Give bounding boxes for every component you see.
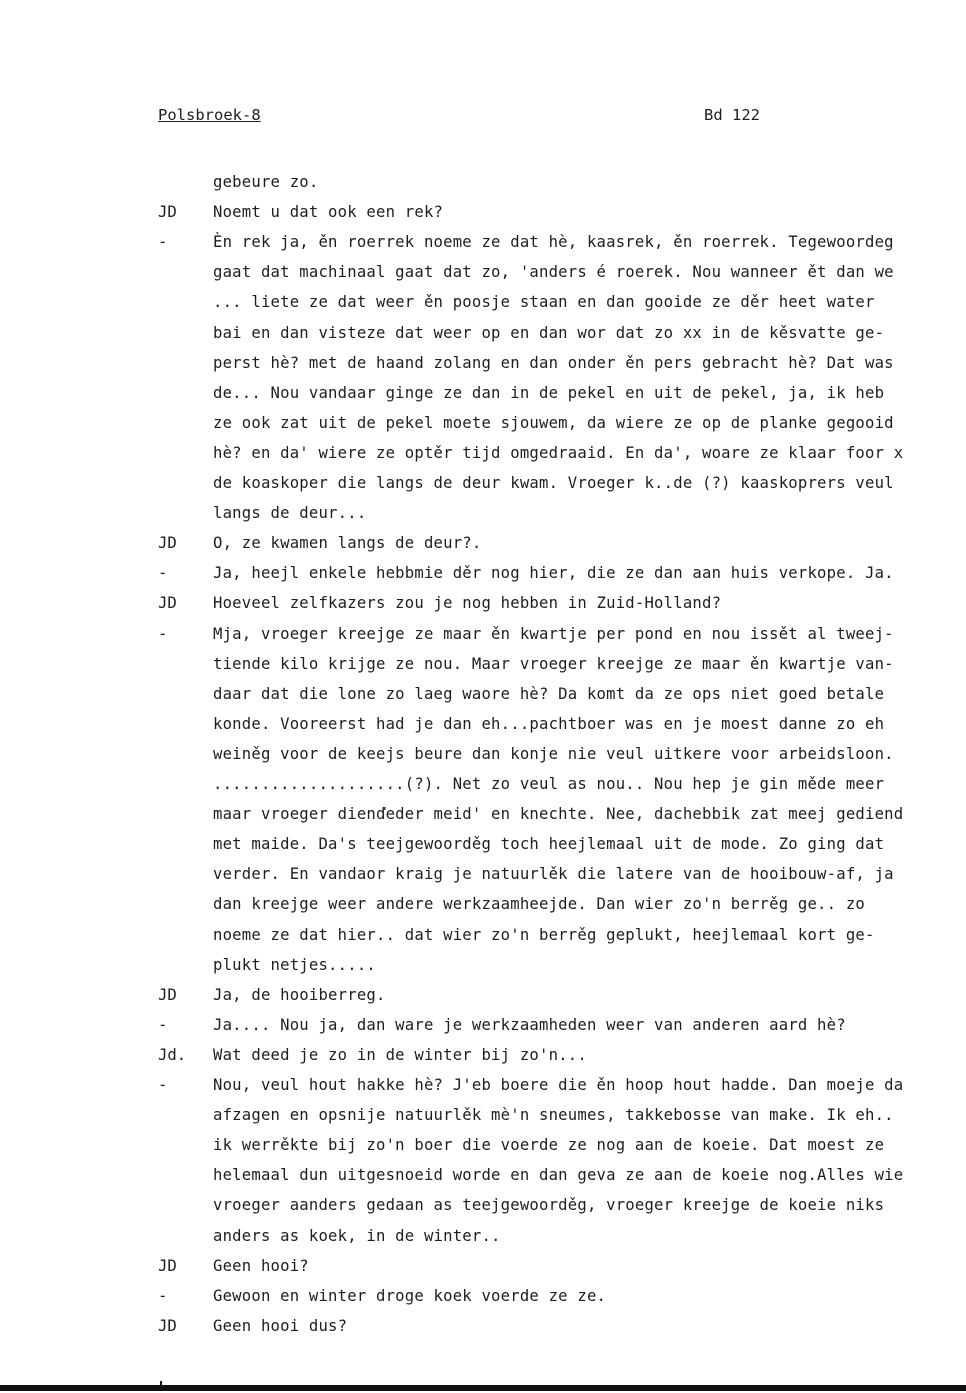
line-text: de... Nou vandaar ginge ze dan in de pekel en uit de pekel, ja, ik heb [213, 383, 885, 402]
transcript-line [0, 167, 966, 197]
line-text: Geen hooi dus? [213, 1316, 348, 1335]
line-text: verder. En vandaor kraig je natuurlěk die latere van de hooibouw-af, ja [213, 865, 894, 884]
line-text: Gewoon en winter droge koek voerde ze ze. [213, 1286, 607, 1305]
line-text: vroeger aanders gedaan as teejgewoorděg, vroeger kreejge de koeie niks [213, 1196, 885, 1215]
transcript-line [0, 889, 966, 919]
transcript-line [0, 1100, 966, 1130]
transcript-line [0, 438, 966, 468]
transcript-line [0, 920, 966, 950]
speaker-label: JD [158, 985, 177, 1004]
speaker-label: - [158, 624, 168, 643]
line-text: Mja, vroeger kreejge ze maar ěn kwartje per pond en nou issět al tweej- [213, 624, 894, 643]
line-text: noeme ze dat hier.. dat wier zo'n berrěg geplukt, heejlemaal kort ge- [213, 925, 875, 944]
transcript-line [0, 1040, 966, 1070]
transcript-line [0, 1281, 966, 1311]
line-text: ze ook zat uit de pekel moete sjouwem, da wiere ze op de planke gegooid [213, 413, 894, 432]
line-text: maar vroeger dienďeder meid' en knechte. Nee, dachebbik zat meej gediend [213, 805, 904, 824]
transcript-line [0, 829, 966, 859]
line-text: de koaskoper die langs de deur kwam. Vroeger k..de (?) kaaskoprers veul [213, 474, 894, 492]
line-text: gaat dat machinaal gaat dat zo, 'anders é roerek. Nou wanneer ět dan we [213, 263, 894, 282]
transcript-line [0, 378, 966, 408]
speaker-label: - [158, 233, 168, 252]
speaker-label: JD [158, 1256, 177, 1275]
transcript-line [0, 1221, 966, 1251]
transcript-line [0, 679, 966, 709]
line-text: helemaal dun uitgesnoeid worde en dan geva ze aan de koeie nog.Alles wie [213, 1166, 904, 1185]
transcript-line [0, 739, 966, 769]
transcript-line [0, 558, 966, 588]
speaker-label: - [158, 1286, 168, 1305]
line-text: tiende kilo krijge ze nou. Maar vroeger kreejge ze maar ěn kwartje van- [213, 654, 894, 673]
transcript-line [0, 588, 966, 618]
transcript-line [0, 227, 966, 257]
bottom-rule [0, 1385, 966, 1391]
line-text: Ja, heejl enkele hebbmie děr nog hier, die ze dan aan huis verkope. Ja. [213, 564, 894, 583]
transcript-line [0, 1160, 966, 1190]
transcript-line [0, 980, 966, 1010]
transcript-line [0, 1010, 966, 1040]
transcript-line [0, 649, 966, 679]
transcript-line [0, 287, 966, 317]
line-text: gebeure zo. [213, 173, 319, 191]
speaker-label: - [158, 564, 168, 583]
line-text: weiněg voor de keejs beure dan konje nie veul uitkere voor arbeidsloon. [213, 744, 894, 763]
speaker-label: - [158, 1076, 168, 1094]
line-text: ... liete ze dat weer ěn poosje staan en dan gooide ze děr heet water [213, 293, 875, 312]
transcript-line [0, 318, 966, 348]
line-text: dan kreejge weer andere werkzaamheejde. Dan wier zo'n berrěg ge.. zo [213, 895, 865, 914]
speaker-label: Jd. [158, 1045, 187, 1064]
speaker-label: JD [158, 534, 177, 553]
line-text: Ja.... Nou ja, dan ware je werkzaamheden weer van anderen aard hè? [213, 1015, 846, 1034]
transcript-line [0, 197, 966, 227]
transcript-line [0, 709, 966, 739]
transcript-line [0, 1070, 966, 1100]
transcript-line [0, 257, 966, 287]
line-text: langs de deur... [213, 504, 367, 523]
transcript-line [0, 619, 966, 649]
line-text: Geen hooi? [213, 1256, 309, 1275]
transcript-line [0, 950, 966, 980]
transcript-line [0, 769, 966, 799]
transcript-line [0, 498, 966, 528]
line-text: met maide. Da's teejgewoorděg toch heejlemaal uit de mode. Zo ging dat [213, 835, 885, 854]
line-text: Wat deed je zo in de winter bij zo'n... [213, 1045, 587, 1064]
document-header-title: Polsbroek-8 [158, 106, 261, 124]
transcript-line [0, 348, 966, 378]
line-text: Èn rek ja, ěn roerrek noeme ze dat hè, kaasrek, ěn roerrek. Tegewoordeg [213, 233, 894, 252]
line-text: hè? en da' wiere ze optěr tijd omgedraaid. En da', woare ze klaar foor x [213, 443, 904, 462]
speaker-label: - [158, 1015, 168, 1034]
transcript-line [0, 528, 966, 558]
transcript-line [0, 799, 966, 829]
line-text: plukt netjes..... [213, 955, 376, 974]
page-number: Bd 122 [704, 106, 760, 124]
line-text: Nou, veul hout hakke hè? J'eb boere die ěn hoop hout hadde. Dan moeje da [213, 1076, 904, 1094]
speaker-label: JD [158, 203, 177, 222]
line-text: bai en dan visteze dat weer op en dan wor dat zo xx in de kěsvatte ge- [213, 323, 885, 342]
line-text: afzagen en opsnije natuurlěk mè'n sneumes, takkebosse van make. Ik eh.. [213, 1106, 894, 1125]
line-text: ik werrěkte bij zo'n boer die voerde ze nog aan de koeie. Dat moest ze [213, 1136, 885, 1155]
transcript-line [0, 859, 966, 889]
line-text: konde. Vooreerst had je dan eh...pachtboer was en je moest danne zo eh [213, 714, 885, 733]
line-text: Hoeveel zelfkazers zou je nog hebben in Zuid-Holland? [213, 594, 722, 613]
line-text: anders as koek, in de winter.. [213, 1226, 501, 1245]
line-text: ....................(?). Net zo veul as nou.. Nou hep je gin měde meer [213, 775, 885, 793]
line-text: daar dat die lone zo laeg waore hè? Da komt da ze ops niet goed betale [213, 684, 885, 703]
speaker-label: JD [158, 1316, 177, 1335]
line-text: Ja, de hooiberreg. [213, 985, 386, 1004]
transcript-line [0, 468, 966, 498]
transcript-line [0, 1311, 966, 1341]
line-text: perst hè? met de haand zolang en dan onder ěn pers gebracht hè? Dat was [213, 353, 894, 372]
transcript-line [0, 1251, 966, 1281]
line-text: Noemt u dat ook een rek? [213, 203, 444, 222]
speaker-label: JD [158, 594, 177, 613]
line-text: O, ze kwamen langs de deur?. [213, 534, 482, 553]
transcript-line [0, 1190, 966, 1220]
transcript-line [0, 408, 966, 438]
transcript-line [0, 1130, 966, 1160]
